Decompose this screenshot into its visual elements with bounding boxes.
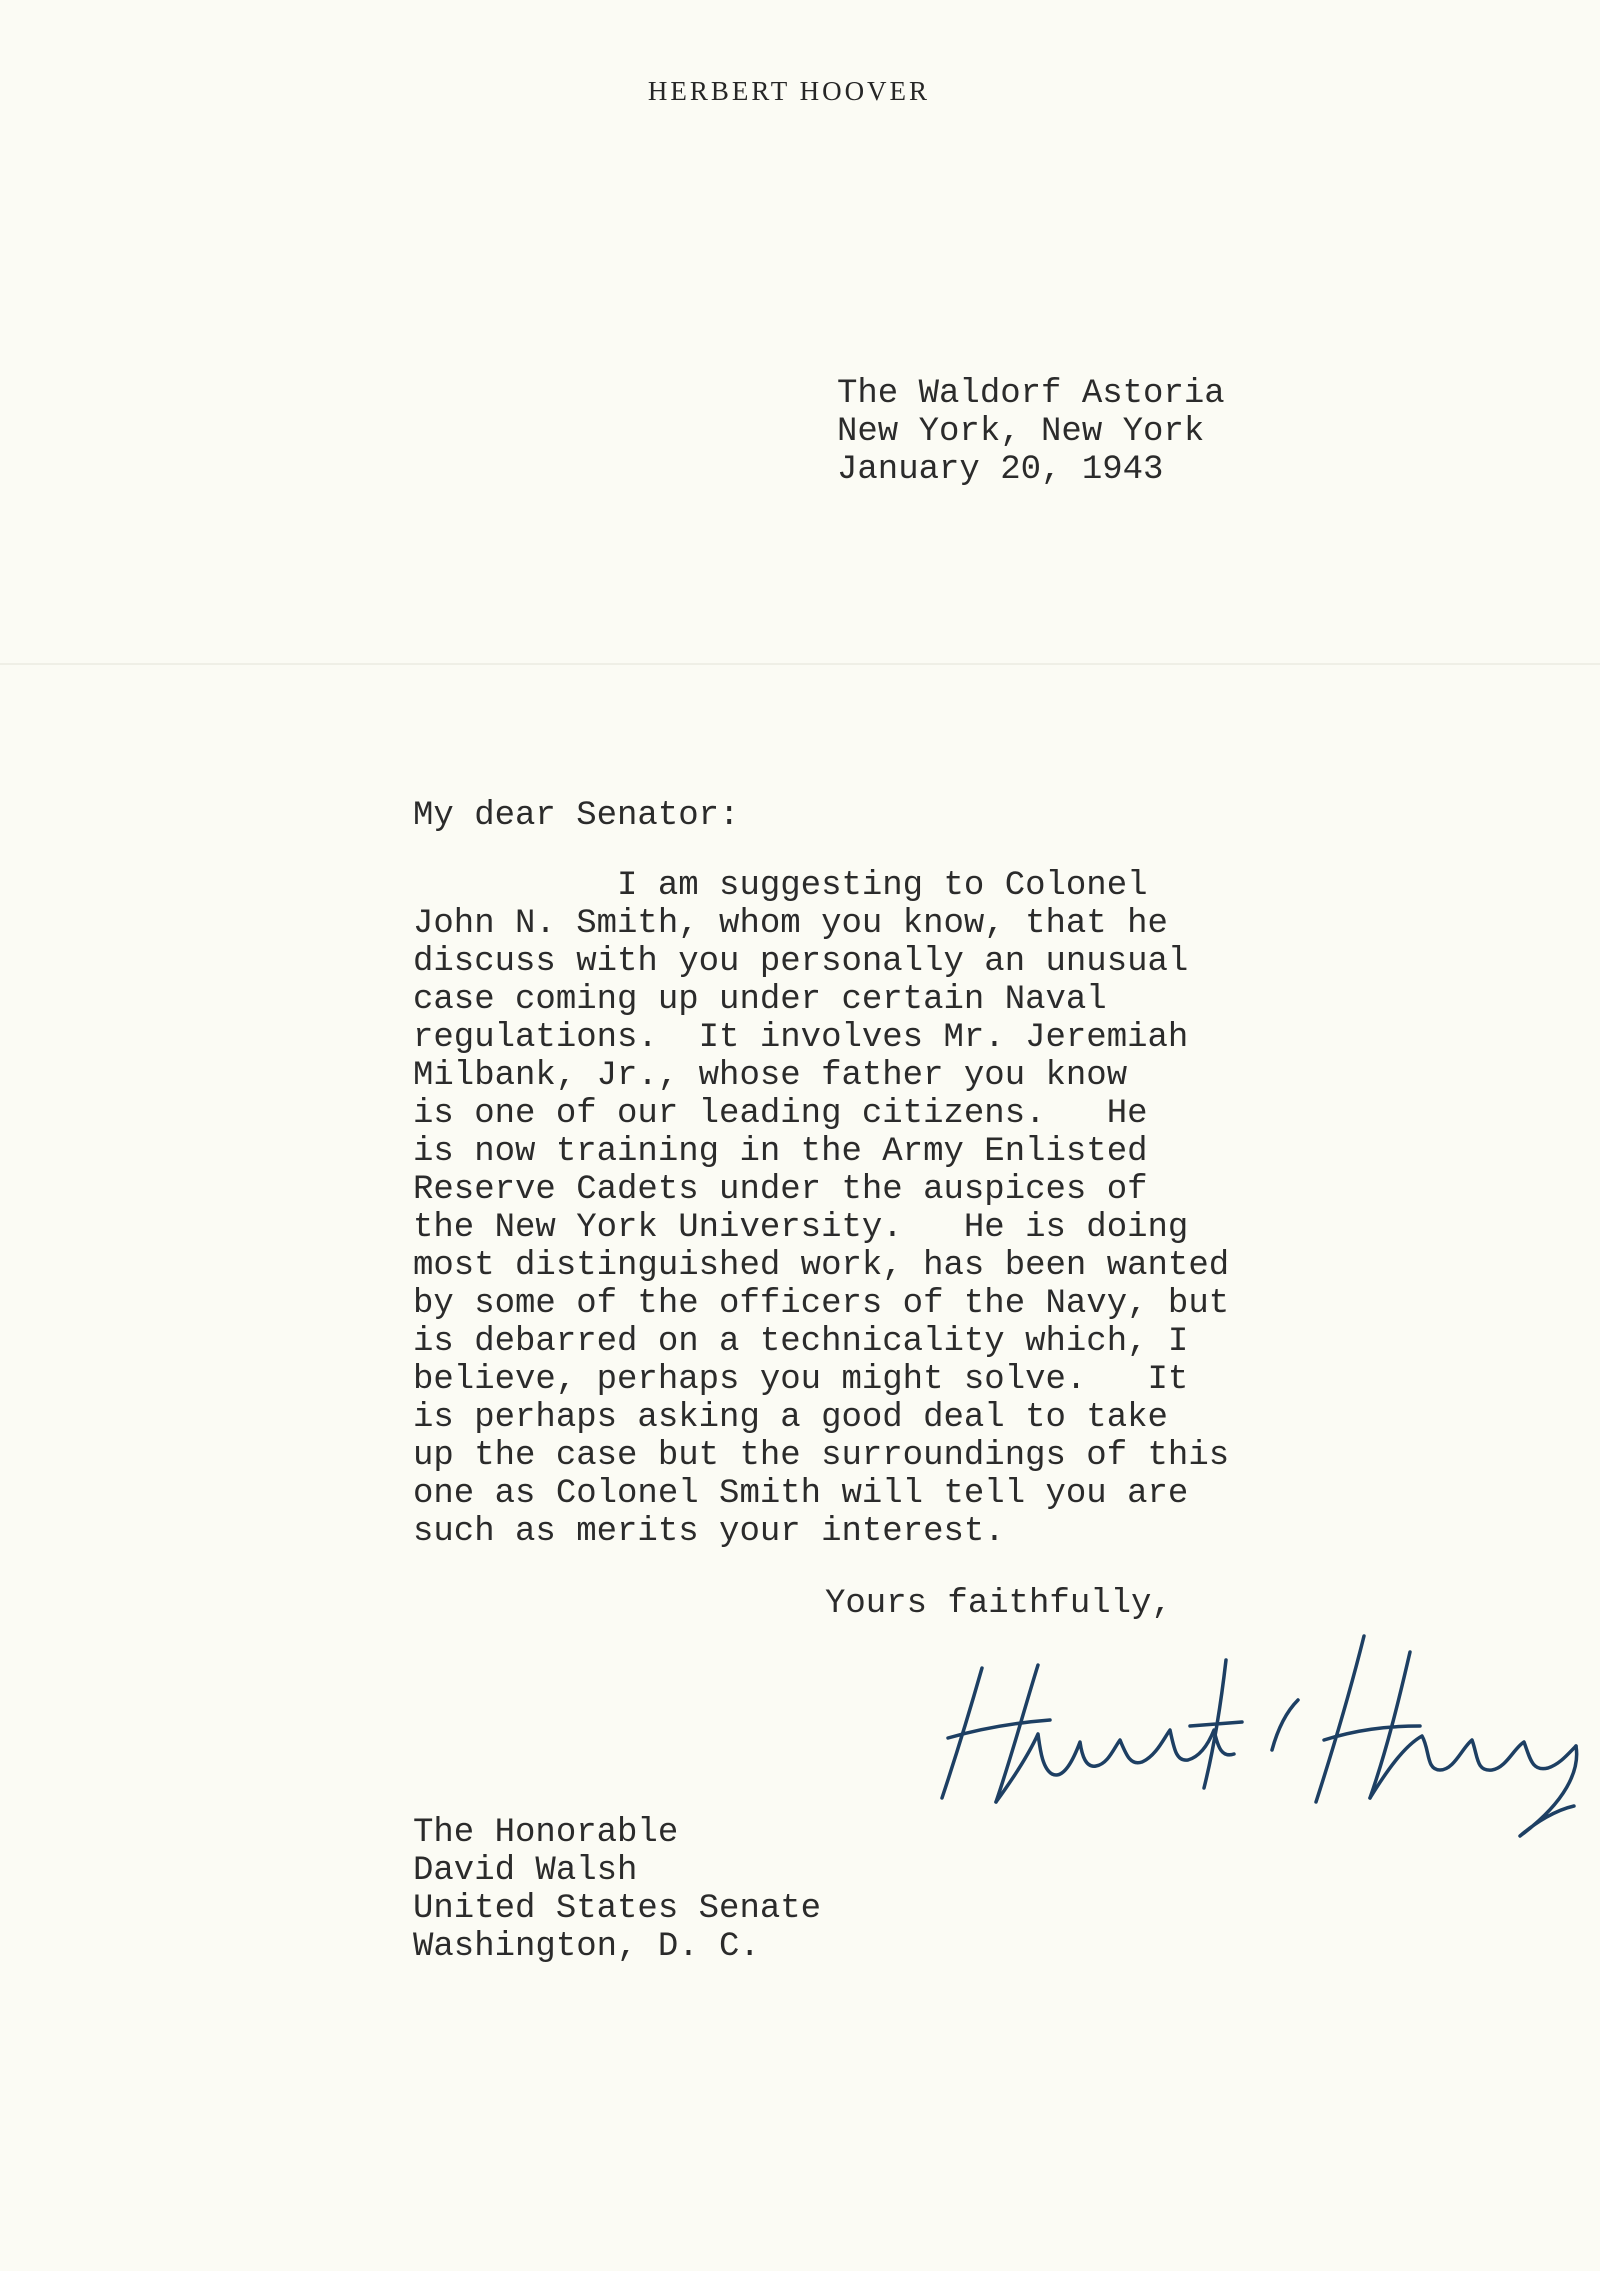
body-line: most distinguished work, has been wanted — [413, 1247, 1230, 1285]
address-line: New York, New York — [837, 413, 1205, 451]
body-line: is perhaps asking a good deal to take — [413, 1399, 1168, 1437]
body-line: Milbank, Jr., whose father you know — [413, 1057, 1128, 1095]
paper-fold-line — [0, 663, 1600, 665]
body-line: the New York University. He is doing — [413, 1209, 1189, 1247]
body-line: John N. Smith, whom you know, that he — [413, 905, 1168, 943]
recipient-address — [413, 1814, 821, 1966]
body-line: is debarred on a technicality which, I — [413, 1323, 1189, 1361]
closing: Yours faithfully, — [825, 1585, 1172, 1623]
body-line: by some of the officers of the Navy, but — [413, 1285, 1230, 1323]
sender-address — [837, 375, 1225, 489]
letter-date: January 20, 1943 — [837, 451, 1164, 489]
body-line: Reserve Cadets under the auspices of — [413, 1171, 1148, 1209]
body-line: is now training in the Army Enlisted — [413, 1133, 1148, 1171]
recipient-line: The Honorable — [413, 1814, 679, 1852]
body-line: up the case but the surroundings of this — [413, 1437, 1230, 1475]
body-line: one as Colonel Smith will tell you are — [413, 1475, 1189, 1513]
body-line: believe, perhaps you might solve. It — [413, 1361, 1189, 1399]
recipient-line: Washington, D. C. — [413, 1928, 760, 1966]
body-line: discuss with you personally an unusual — [413, 943, 1189, 981]
body-line: I am suggesting to Colonel — [413, 867, 1148, 905]
body-line: is one of our leading citizens. He — [413, 1095, 1148, 1133]
letter-body — [413, 867, 1229, 1551]
body-line: regulations. It involves Mr. Jeremiah — [413, 1019, 1189, 1057]
body-line: case coming up under certain Naval — [413, 981, 1107, 1019]
address-line: The Waldorf Astoria — [837, 375, 1225, 413]
signature — [920, 1630, 1580, 1850]
letterhead: HERBERT HOOVER — [647, 76, 931, 106]
recipient-line: United States Senate — [413, 1890, 822, 1928]
signature-strokes — [942, 1636, 1577, 1836]
salutation: My dear Senator: — [413, 797, 740, 835]
recipient-line: David Walsh — [413, 1852, 638, 1890]
body-line: such as merits your interest. — [413, 1513, 1005, 1551]
